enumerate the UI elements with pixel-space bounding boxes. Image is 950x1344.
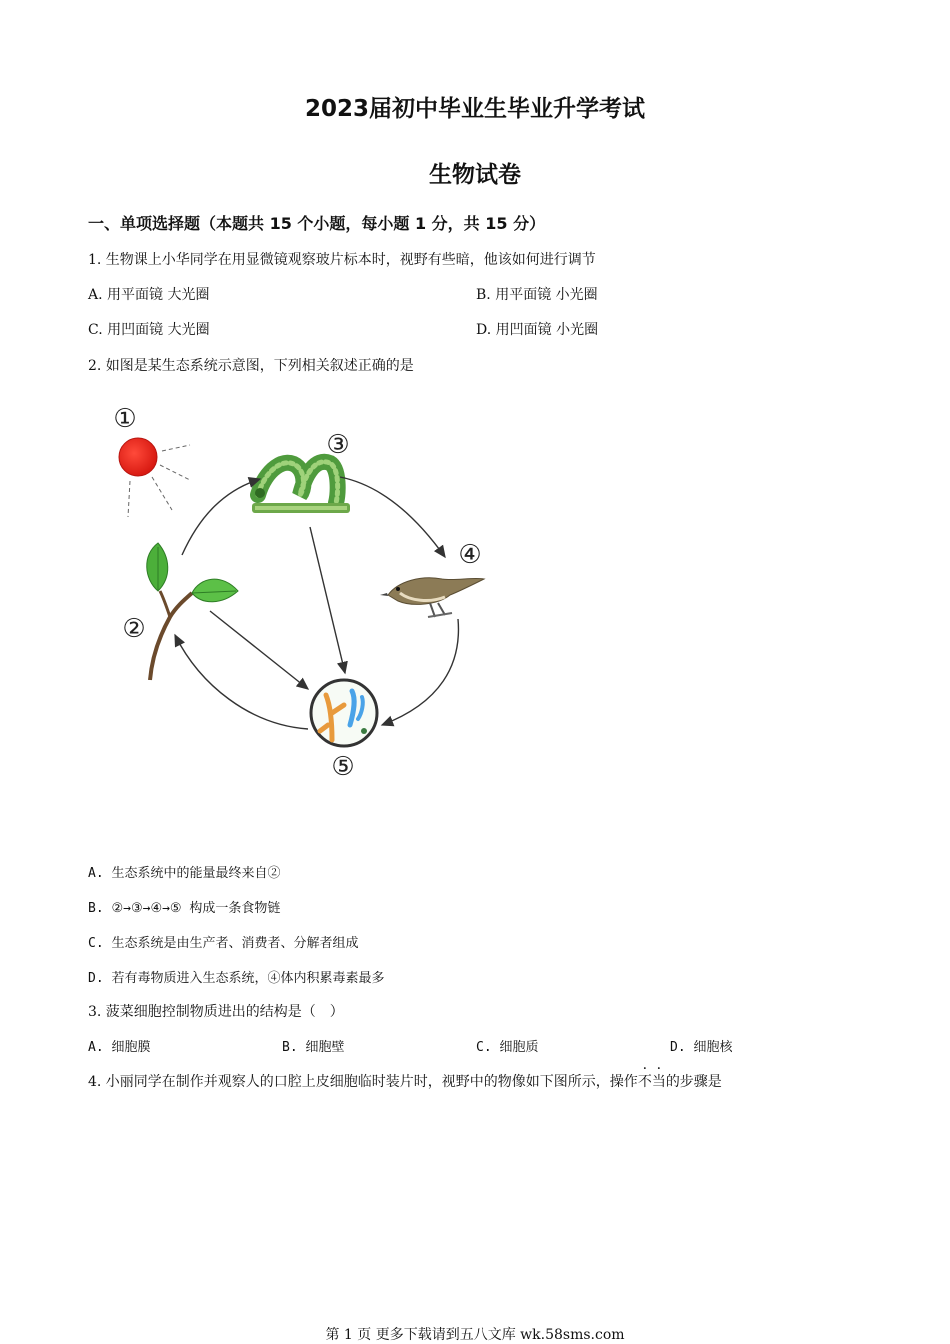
q2-option-d: D. 若有毒物质进入生态系统，④体内积累毒素最多 bbox=[88, 971, 385, 986]
page-footer: 第 1 页 更多下载请到五八文库 wk.58sms.com bbox=[325, 1327, 625, 1343]
q4-emphasis-char-1: 不 bbox=[637, 1074, 652, 1090]
sun-icon bbox=[119, 438, 190, 517]
plant-icon bbox=[147, 543, 238, 680]
question-4-stem bbox=[88, 1071, 722, 1091]
q1-option-a: A. 用平面镜 大光圈 bbox=[88, 287, 210, 303]
q3-option-b: B. 细胞壁 bbox=[282, 1040, 345, 1055]
label-1: ① bbox=[113, 404, 137, 434]
q4-emphasis-char-2: 当 bbox=[651, 1074, 666, 1090]
label-2: ② bbox=[122, 614, 146, 644]
label-4: ④ bbox=[458, 540, 482, 570]
question-1-stem: 1. 生物课上小华同学在用显微镜观察玻片标本时，视野有些暗，他该如何进行调节 bbox=[88, 252, 596, 268]
q1-option-c: C. 用凹面镜 大光圈 bbox=[88, 322, 210, 338]
label-3: ③ bbox=[326, 430, 350, 460]
section-heading: 一、单项选择题（本题共 15 个小题，每小题 1 分，共 15 分） bbox=[88, 214, 546, 233]
q1-option-b: B. 用平面镜 小光圈 bbox=[476, 287, 598, 303]
q3-option-a: A. 细胞膜 bbox=[88, 1040, 151, 1055]
q1-option-d: D. 用凹面镜 小光圈 bbox=[476, 322, 599, 338]
q4-stem-start: 4. 小丽同学在制作并观察人的口腔上皮细胞临时装片时，视野中的物像如下图所示，操作 bbox=[88, 1074, 638, 1090]
q2-option-c: C. 生态系统是由生产者、消费者、分解者组成 bbox=[88, 936, 359, 951]
question-3-stem: 3. 菠菜细胞控制物质进出的结构是（ ） bbox=[88, 1004, 344, 1020]
exam-subtitle: 生物试卷 bbox=[429, 162, 521, 188]
caterpillar-icon bbox=[252, 462, 350, 513]
q2-option-b: B. ②→③→④→⑤ 构成一条食物链 bbox=[88, 901, 281, 916]
ecosystem-diagram bbox=[100, 395, 500, 795]
question-2-stem: 2. 如图是某生态系统示意图，下列相关叙述正确的是 bbox=[88, 358, 414, 374]
q4-stem-end: 的步骤是 bbox=[665, 1074, 722, 1090]
q2-option-a: A. 生态系统中的能量最终来自② bbox=[88, 866, 281, 881]
q3-option-d: D. 细胞核 bbox=[670, 1040, 733, 1055]
q3-option-c: C. 细胞质 bbox=[476, 1040, 539, 1055]
label-5: ⑤ bbox=[331, 752, 355, 782]
bird-icon bbox=[380, 578, 484, 617]
exam-title: 2023届初中毕业生毕业升学考试 bbox=[304, 96, 645, 122]
decomposer-icon bbox=[311, 680, 377, 746]
